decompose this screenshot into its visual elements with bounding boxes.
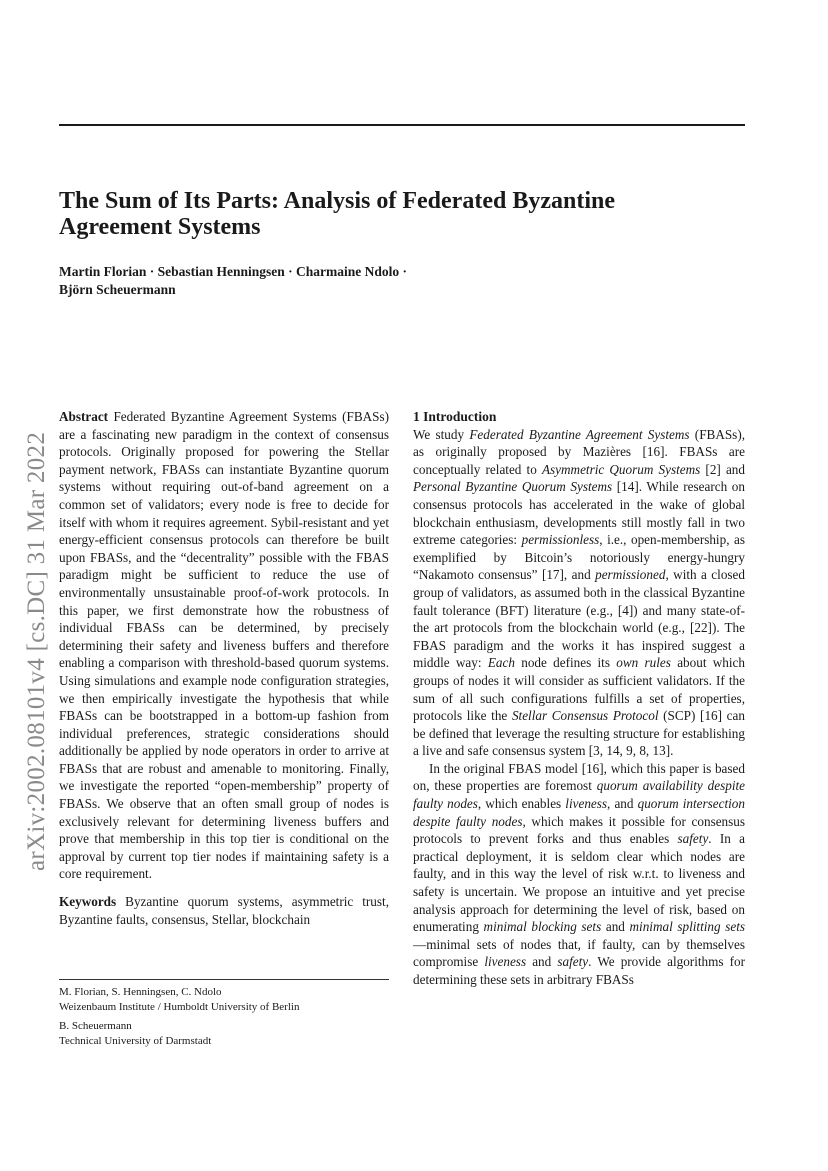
text-run: and: [526, 954, 558, 970]
top-rule: [59, 124, 745, 126]
text-run: (FBASs), as originally proposed by Mazières [16]. FBASs are conceptually related to: [413, 426, 746, 477]
abstract-label: Abstract: [59, 409, 109, 424]
text-run: In the original FBAS model [16], which this paper is based on, these properties are foremost: [413, 760, 745, 794]
text-run: node defines its: [514, 655, 617, 671]
text-run: and: [601, 919, 630, 935]
intro-paragraph-2: [413, 760, 745, 989]
keywords-text: Byzantine quorum systems, asymmetric trust, Byzantine faults, consensus, Stellar, blockchain: [59, 894, 389, 927]
authors-line-1: Martin Florian · Sebastian Henningsen · Charmaine Ndolo ·: [59, 264, 408, 279]
left-column: [59, 408, 389, 928]
abstract-text: Federated Byzantine Agreement Systems (FBASs) are a fascinating new paradigm in the context of consensus protocols. Originally proposed for powering the Stellar payment network, FBASs can instantiate Byzantine quorum systems without requiring out-of-band agreement on a common set of validators; every node is free to decide for itself with whom it requires agreement. Sybil-resistant and yet energy-efficient consensus protocols can therefore be built upon FBASs, and the “decentrality” possible with the FBAS paradigm might be sufficient to reduce the use of environmentally unsustainable proof-of-work protocols. In this paper, we first demonstrate how the robustness of individual FBASs can be determined, by precisely determining their safety and liveness buffers and therefore enabling a comparison with threshold-based quorum systems. Using simulations and example node configuration strategies, we then empirically investigate the hypothesis that while FBASs can be bootstrapped in a bottom-up fashion from individual preferences, strategic considerations should additionally be applied by node operators in order to arrive at FBASs that are robust and amenable to monitoring. Finally, we investigate the reported “open-membership” property of FBASs. We observe that an often small group of nodes is exclusively relevant for determining liveness buffers and prove that membership in this top tier is conditional on the approval by current top tier nodes if maintaining safety is a core requirement.: [59, 409, 390, 882]
abstract: [59, 408, 389, 883]
affiliation-1-institute: Weizenbaum Institute / Humboldt University of Berlin: [59, 1001, 300, 1013]
footnote-rule: [59, 979, 389, 980]
emph-run: liveness: [484, 954, 527, 970]
title-line-1: The Sum of Its Parts: Analysis of Federated Byzantine: [59, 188, 615, 214]
emph-run: minimal splitting sets: [629, 919, 746, 935]
emph-run: Asymmetric Quorum Systems: [541, 461, 701, 477]
text-run: , i.e., open-membership, as exemplified by Bitcoin’s notoriously energy-hungry “Nakamoto consensus” [17], and: [413, 532, 745, 583]
text-run: , and: [607, 796, 638, 812]
emph-run: Federated Byzantine Agreement Systems: [469, 426, 690, 442]
emph-run: permissionless: [521, 532, 600, 548]
section-heading: 1 Introduction: [413, 409, 497, 424]
affiliation-2-institute: Technical University of Darmstadt: [59, 1035, 212, 1047]
text-run: about which groups of nodes it will consider as sufficient validators. If the sum of all such configurations fulfills a set of properties, protocols like the: [413, 655, 745, 724]
title-line-2: Agreement Systems: [59, 214, 261, 240]
emph-run: minimal blocking sets: [483, 919, 602, 935]
emph-run: Each: [487, 655, 515, 671]
affiliation-1-names: M. Florian, S. Henningsen, C. Ndolo: [59, 986, 222, 998]
emph-run: quorum intersection despite faulty nodes: [413, 796, 745, 829]
intro-paragraph-1: [413, 426, 745, 760]
text-run: [14]. While research on consensus protocols has accelerated in the wake of global blockchain enthusiasm, developments still mostly fall in two extreme categories:: [413, 479, 745, 548]
text-run: , which enables: [477, 796, 566, 812]
emph-run: Stellar Consensus Protocol: [511, 708, 659, 724]
keywords: [59, 893, 389, 928]
keywords-label: Keywords: [59, 894, 117, 910]
emph-run: safety: [557, 954, 589, 970]
text-run: We study: [413, 426, 470, 442]
affiliation-2: [59, 1019, 389, 1049]
emph-run: own rules: [616, 655, 671, 671]
emph-run: quorum availability despite faulty nodes: [413, 778, 746, 812]
emph-run: Personal Byzantine Quorum Systems: [413, 479, 613, 495]
emph-run: safety: [677, 831, 709, 847]
authors-line-2: Björn Scheuermann: [59, 282, 176, 297]
text-run: . We provide algorithms for determining these sets in arbitrary FBASs: [413, 954, 746, 987]
arxiv-stamp: arXiv:2002.08101v4 [cs.DC] 31 Mar 2022: [23, 431, 50, 871]
author-list: [59, 263, 745, 299]
right-column: [413, 408, 745, 989]
paper-title: [59, 188, 745, 240]
text-run: , with a closed group of validators, as assumed both in the classical Byzantine fault tolerance (BFT) literature (e.g., [4]) and many state-of-the art protocols from the blockchain world (e.g., [22]). The FBAS paradigm and the works it has inspired suggest a middle way:: [413, 567, 745, 671]
affiliation-2-names: B. Scheuermann: [59, 1020, 132, 1032]
emph-run: liveness: [565, 796, 608, 812]
text-run: (SCP) [16] can be defined that leverage the resulting structure for establishing a live and safe consensus system [3, 14, 9, 8, 13].: [413, 708, 745, 759]
text-run: , which makes it possible for consensus protocols to prevent forks and thus enables: [413, 813, 746, 847]
affiliation-1: [59, 985, 389, 1015]
text-run: . In a practical deployment, it is seldom clear which nodes are faulty, and in this way the level of risk w.r.t. to liveness and safety is uncertain. We propose an intuitive and yet precise analysis approach for determining the level of risk, based on enumerating: [413, 831, 745, 935]
text-run: —minimal sets of nodes that, if faulty, can by themselves compromise: [413, 936, 745, 970]
emph-run: permissioned: [595, 567, 666, 583]
text-run: [2] and: [700, 461, 745, 477]
